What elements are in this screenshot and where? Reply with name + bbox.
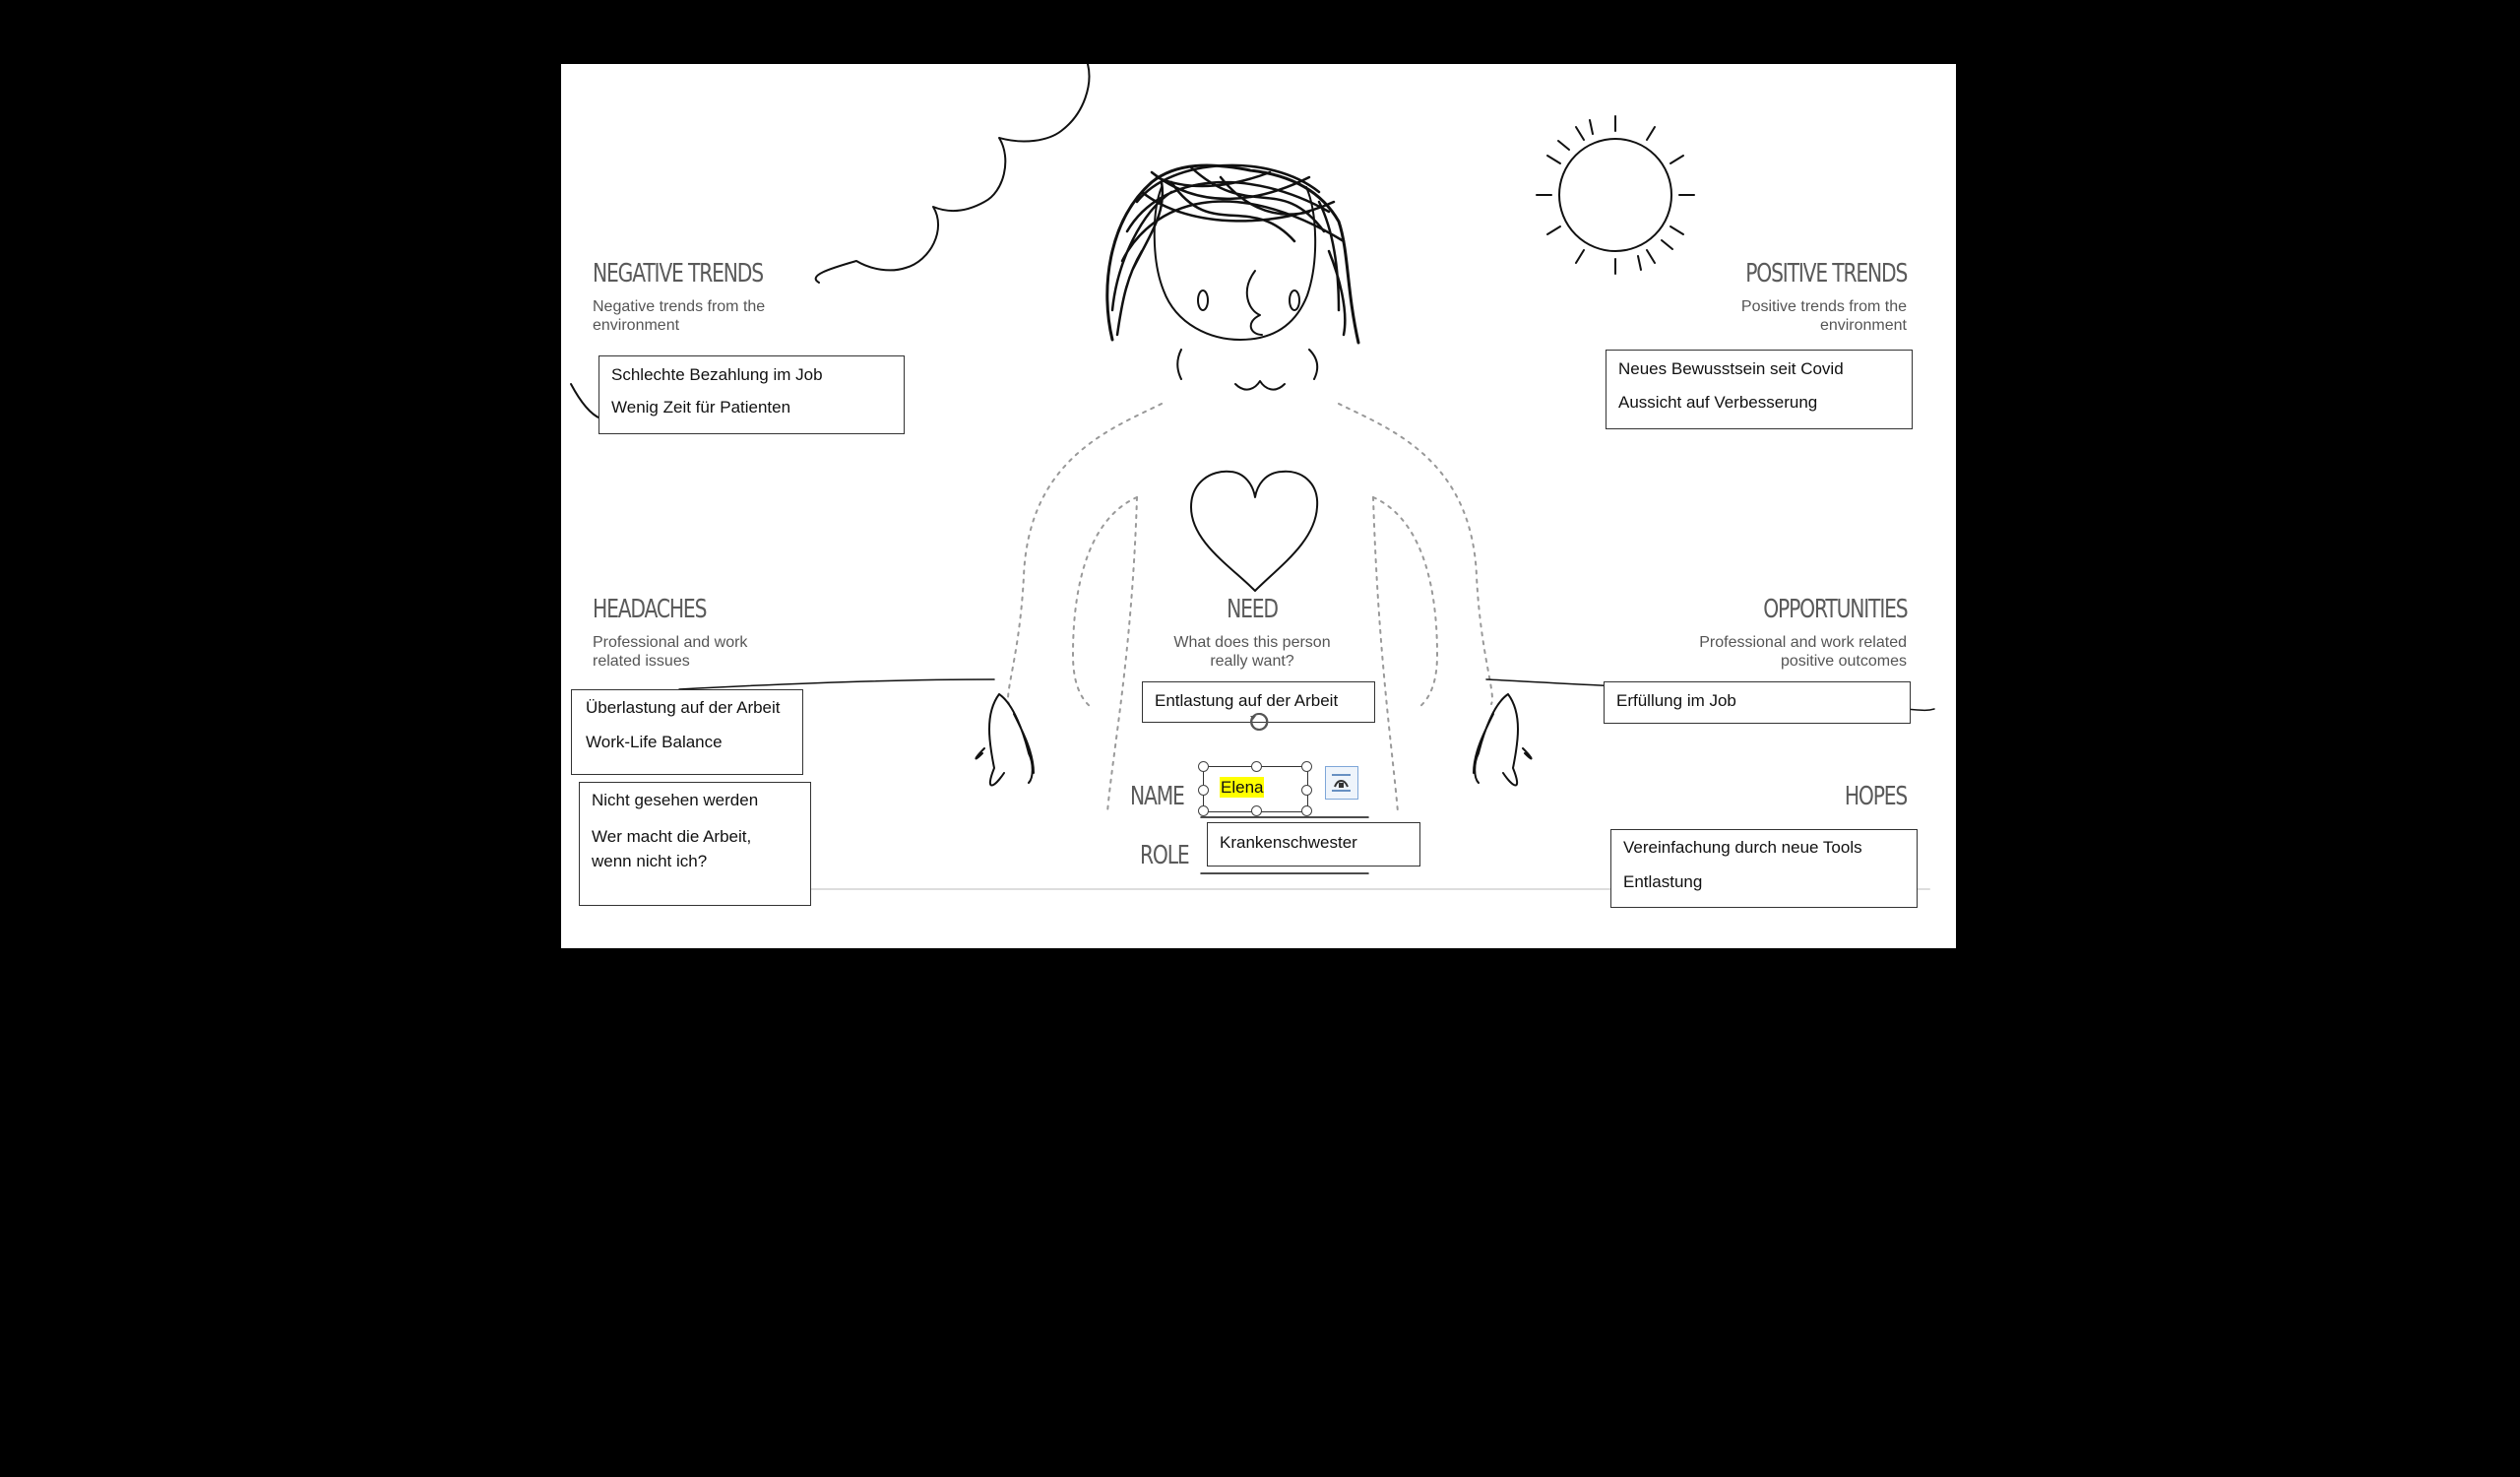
headaches-note-1[interactable] — [571, 689, 803, 775]
note-line: Work-Life Balance — [586, 733, 723, 751]
positive-trends-subtitle-line: Positive trends from the — [1740, 298, 1907, 315]
need-subtitle-line: What does this person — [1173, 634, 1331, 651]
opportunities-subtitle-line: positive outcomes — [1780, 653, 1907, 670]
negative-trends-subtitle-line: Negative trends from the — [593, 298, 766, 315]
name-label: NAME — [1130, 782, 1184, 811]
positive-trends-subtitle-line: environment — [1819, 317, 1907, 334]
role-value: Krankenschwester — [1220, 833, 1357, 852]
rotate-handle-icon[interactable] — [1247, 710, 1271, 734]
resize-handle[interactable] — [1198, 785, 1209, 796]
note-line: Nicht gesehen werden — [592, 791, 759, 809]
note-line: Schlechte Bezahlung im Job — [611, 365, 823, 384]
note-line: Wer macht die Arbeit, — [592, 827, 752, 846]
need-title: NEED — [1227, 595, 1278, 624]
note-line: Vereinfachung durch neue Tools — [1623, 838, 1862, 857]
opportunities-title: OPPORTUNITIES — [1762, 595, 1907, 624]
persona-figure — [1107, 165, 1358, 390]
cloud-icon — [816, 64, 1090, 283]
headaches-subtitle-line: Professional and work — [593, 634, 748, 651]
name-value: Elena — [1221, 778, 1264, 797]
persona-canvas-slide — [561, 64, 1956, 948]
negative-trends-subtitle — [593, 297, 765, 335]
need-subtitle — [1140, 633, 1364, 671]
note-line: Entlastung — [1623, 872, 1703, 891]
resize-handle[interactable] — [1301, 805, 1312, 816]
negative-trends-title: NEGATIVE TRENDS — [593, 259, 763, 289]
resize-handle[interactable] — [1251, 805, 1262, 816]
opportunities-subtitle-line: Professional and work related — [1699, 634, 1907, 651]
headaches-subtitle-line: related issues — [593, 653, 690, 670]
resize-handle[interactable] — [1301, 761, 1312, 772]
opportunities-note[interactable] — [1604, 681, 1911, 724]
need-subtitle-line: really want? — [1210, 653, 1294, 670]
note-line: Aussicht auf Verbesserung — [1618, 393, 1818, 412]
positive-trends-note[interactable] — [1606, 350, 1913, 429]
positive-trends-title: POSITIVE TRENDS — [1745, 259, 1907, 289]
note-line: Wenig Zeit für Patienten — [611, 398, 791, 417]
resize-handle[interactable] — [1301, 785, 1312, 796]
note-line: wenn nicht ich? — [592, 852, 708, 870]
heart-icon — [1191, 472, 1317, 591]
negative-trends-subtitle-line: environment — [593, 317, 680, 334]
headaches-subtitle — [593, 633, 747, 671]
resize-handle[interactable] — [1198, 805, 1209, 816]
note-line: Entlastung auf der Arbeit — [1155, 691, 1339, 710]
headaches-note-2[interactable] — [579, 782, 811, 906]
hopes-title: HOPES — [1844, 782, 1907, 811]
layout-options-icon[interactable] — [1325, 766, 1358, 800]
name-textbox[interactable] — [1203, 766, 1308, 812]
resize-handle[interactable] — [1251, 761, 1262, 772]
note-line: Überlastung auf der Arbeit — [586, 698, 781, 717]
headaches-title: HEADACHES — [593, 595, 707, 624]
sun-icon — [1537, 116, 1694, 274]
hopes-note[interactable] — [1610, 829, 1918, 908]
note-line: Erfüllung im Job — [1616, 691, 1736, 710]
role-label: ROLE — [1140, 841, 1189, 870]
role-textbox[interactable] — [1207, 822, 1420, 867]
negative-trends-note[interactable] — [598, 355, 905, 434]
positive-trends-subtitle — [1741, 297, 1907, 335]
resize-handle[interactable] — [1198, 761, 1209, 772]
note-line: Neues Bewusstsein seit Covid — [1618, 359, 1844, 378]
opportunities-subtitle — [1699, 633, 1907, 671]
